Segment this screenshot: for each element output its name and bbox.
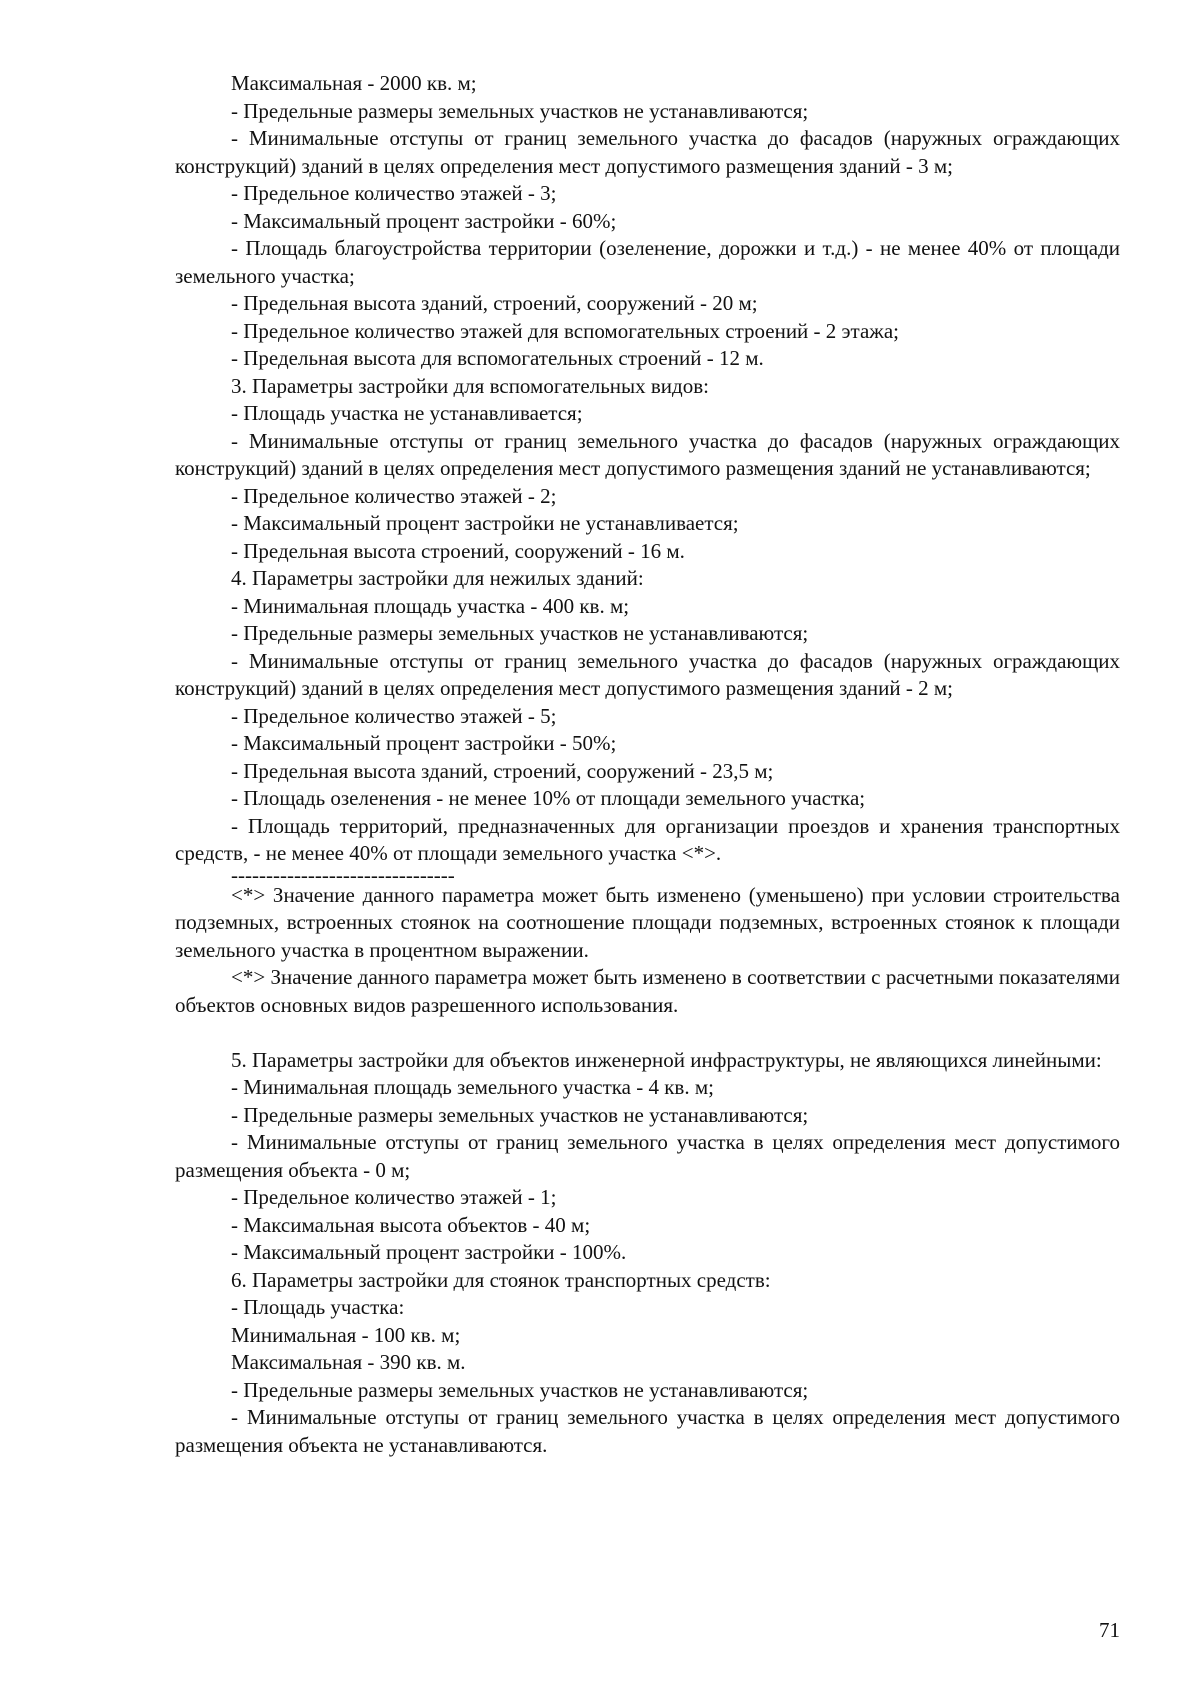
- paragraph: - Предельная высота зданий, строений, сооружений - 23,5 м;: [231, 758, 774, 783]
- paragraph: - Минимальные отступы от границ земельного участка до фасадов (наружных ограждающих конструкций) зданий в целях определения мест допустимого размещения зданий - 2 м;: [175, 648, 1120, 700]
- section-heading: 6. Параметры застройки для стоянок транспортных средств:: [231, 1267, 771, 1292]
- document-text: [175, 70, 1120, 1459]
- section-heading: 3. Параметры застройки для вспомогательных видов:: [231, 373, 709, 398]
- paragraph: - Максимальная высота объектов - 40 м;: [231, 1212, 591, 1237]
- paragraph: - Минимальная площадь участка - 400 кв. м;: [231, 593, 630, 618]
- paragraph: - Минимальные отступы от границ земельного участка в целях определения мест допустимого размещения объекта - 0 м;: [175, 1130, 1120, 1182]
- paragraph: - Минимальная площадь земельного участка - 4 кв. м;: [231, 1075, 714, 1099]
- paragraph: Максимальная - 2000 кв. м;: [231, 71, 477, 95]
- paragraph: - Минимальные отступы от границ земельного участка в целях определения мест допустимого размещения объекта не устанавливаются.: [175, 1405, 1120, 1457]
- paragraph: - Предельная высота зданий, строений, сооружений - 20 м;: [231, 291, 758, 315]
- footnote: <*> Значение данного параметра может быть изменено (уменьшено) при условии строительства подземных, встроенных стоянок на соотношение площади подземных, встроенных стоянок к площади земельного участка в процентном выражении.: [175, 882, 1120, 962]
- section-heading: 4. Параметры застройки для нежилых зданий:: [231, 566, 644, 590]
- paragraph: - Минимальные отступы от границ земельного участка до фасадов (наружных ограждающих конструкций) зданий в целях определения мест допустимого размещения зданий не устанавливаются;: [175, 428, 1120, 480]
- paragraph: - Предельное количество этажей - 1;: [231, 1185, 557, 1209]
- paragraph: - Максимальный процент застройки не устанавливается;: [231, 511, 739, 535]
- paragraph: Минимальная - 100 кв. м;: [231, 1322, 461, 1347]
- paragraph: - Площадь участка не устанавливается;: [231, 401, 583, 425]
- paragraph: - Предельные размеры земельных участков не устанавливаются;: [231, 621, 809, 645]
- footnote-separator: --------------------------------: [231, 867, 455, 882]
- paragraph: - Площадь территорий, предназначенных для организации проездов и хранения транспортных средств, - не менее 40% от площади земельного участка <*>.: [175, 813, 1120, 865]
- paragraph: - Предельные размеры земельных участков не устанавливаются;: [231, 98, 809, 123]
- paragraph: - Максимальный процент застройки - 60%;: [231, 208, 617, 233]
- paragraph: - Максимальный процент застройки - 100%.: [231, 1240, 627, 1264]
- paragraph: - Предельное количество этажей - 3;: [231, 181, 557, 205]
- paragraph: - Предельное количество этажей - 2;: [231, 483, 557, 508]
- paragraph: - Максимальный процент застройки - 50%;: [231, 731, 617, 755]
- paragraph: - Предельные размеры земельных участков не устанавливаются;: [231, 1377, 809, 1402]
- paragraph: - Предельная высота строений, сооружений - 16 м.: [231, 538, 685, 563]
- footnote: <*> Значение данного параметра может быть изменено в соответствии с расчетными показателями объектов основных видов разрешенного использования.: [175, 965, 1120, 1017]
- paragraph: - Предельные размеры земельных участков не устанавливаются;: [231, 1102, 809, 1127]
- paragraph: - Предельное количество этажей для вспомогательных строений - 2 этажа;: [231, 318, 899, 343]
- paragraph: - Предельное количество этажей - 5;: [231, 703, 557, 728]
- paragraph: - Минимальные отступы от границ земельного участка до фасадов (наружных ограждающих конструкций) зданий в целях определения мест допустимого размещения зданий - 3 м;: [175, 126, 1120, 178]
- paragraph: - Площадь участка:: [231, 1295, 405, 1319]
- paragraph: - Площадь озеленения - не менее 10% от площади земельного участка;: [231, 786, 866, 810]
- paragraph: Максимальная - 390 кв. м.: [231, 1350, 466, 1374]
- paragraph: - Площадь благоустройства территории (озеленение, дорожки и т.д.) - не менее 40% от площади земельного участка;: [175, 236, 1120, 288]
- section-heading: 5. Параметры застройки для объектов инженерной инфраструктуры, не являющихся линейными:: [231, 1047, 1102, 1072]
- paragraph: - Предельная высота для вспомогательных строений - 12 м.: [231, 346, 764, 370]
- page-number: 71: [1099, 1618, 1120, 1642]
- blank-line: [175, 1019, 1120, 1047]
